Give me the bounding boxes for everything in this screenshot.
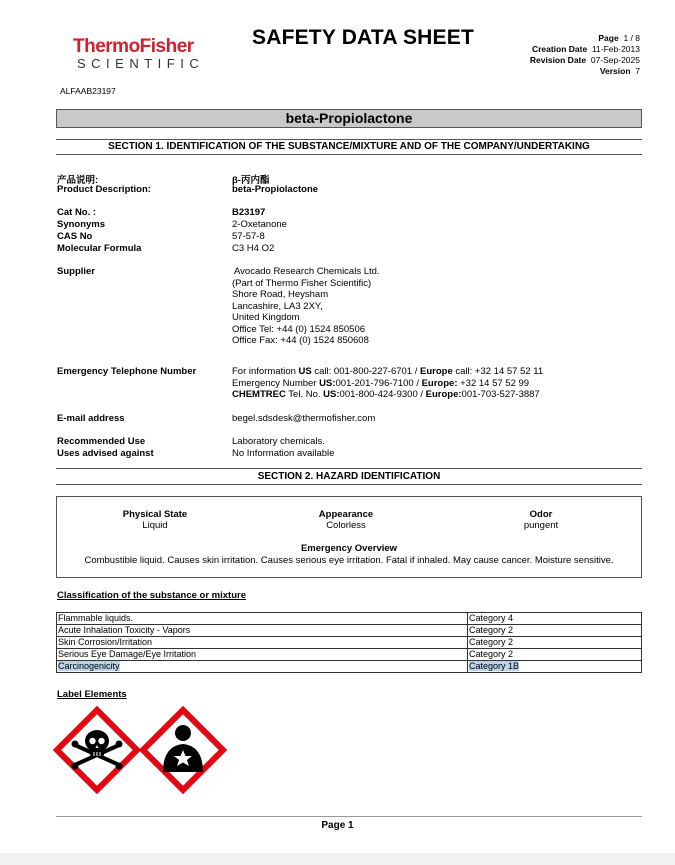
company-logo xyxy=(73,36,204,71)
cas-no-value: 57-57-8 xyxy=(232,231,265,242)
supplier-address xyxy=(232,266,380,347)
product-description-value: beta-Propiolactone xyxy=(232,184,319,195)
cat-no-label: Cat No. : xyxy=(57,207,97,218)
table-row xyxy=(57,649,642,661)
supplier-line: United Kingdom xyxy=(232,312,300,323)
hazard-category: Category 2 xyxy=(469,649,514,659)
supplier-line: Office Tel: +44 (0) 1524 850506 xyxy=(232,323,366,335)
hazard-category-selected[interactable]: Category 1B xyxy=(469,661,520,671)
logo-thermo-text: ThermoFisher xyxy=(73,36,194,57)
cat-no-value: B23197 xyxy=(232,207,266,218)
hazard-class: Acute Inhalation Toxicity - Vapors xyxy=(58,625,191,635)
hazard-category: Category 2 xyxy=(469,625,514,635)
emergency-line-1: For information US call: 001-800-227-6701 / Europe call: +32 14 57 52 11 xyxy=(232,366,544,377)
email-label: E-mail address xyxy=(57,413,125,424)
product-description-label: Product Description: xyxy=(57,184,151,195)
section-2-header: SECTION 2. HAZARD IDENTIFICATION xyxy=(56,468,642,485)
emergency-phone-label: Emergency Telephone Number xyxy=(57,366,197,377)
emergency-line-3: CHEMTREC Tel. No. US:001-800-424-9300 / Europe:001-703-527-3887 xyxy=(232,389,540,400)
cn-product-label: 产品说明: xyxy=(57,175,99,186)
table-row xyxy=(57,637,642,649)
creation-date-value: 11-Feb-2013 xyxy=(591,44,640,54)
hazard-category: Category 4 xyxy=(469,613,514,623)
supplier-line: (Part of Thermo Fisher Scientific) xyxy=(232,277,372,289)
footer-divider xyxy=(56,816,642,818)
hazard-overview-box xyxy=(56,496,642,578)
version-value: 7 xyxy=(635,66,640,76)
hazard-class-selected[interactable]: Carcinogenicity xyxy=(58,661,120,671)
classification-table xyxy=(56,612,642,673)
uses-advised-against-value: No Information available xyxy=(232,448,335,459)
hazard-class: Serious Eye Damage/Eye Irritation xyxy=(58,649,197,659)
appearance-label: Appearance xyxy=(318,509,374,520)
physical-state xyxy=(95,509,215,531)
table-row xyxy=(57,613,642,625)
hazard-class: Flammable liquids. xyxy=(58,613,134,623)
supplier-line: Avocado Research Chemicals Ltd. xyxy=(234,266,380,277)
appearance-value: Colorless xyxy=(326,520,366,531)
physical-state-value: Liquid xyxy=(142,520,168,531)
product-name-bar: beta-Propiolactone xyxy=(56,109,642,128)
document-code: ALFAAB23197 xyxy=(60,86,116,96)
supplier-line: Lancashire, LA3 2XY, xyxy=(232,300,323,312)
creation-date-label: Creation Date xyxy=(531,44,588,54)
uses-advised-against-label: Uses advised against xyxy=(57,448,154,459)
emergency-overview-label: Emergency Overview xyxy=(300,543,398,554)
page-value: 1 / 8 xyxy=(623,33,640,43)
label-elements-title: Label Elements xyxy=(57,689,127,700)
emergency-line-2: Emergency Number US:001-201-796-7100 / Europe: +32 14 57 52 99 xyxy=(232,377,530,389)
cn-product-value: β-丙内酯 xyxy=(232,175,270,186)
hazard-class: Skin Corrosion/Irritation xyxy=(58,637,153,647)
molecular-formula-value: C3 H4 O2 xyxy=(232,243,275,254)
odor xyxy=(481,509,601,531)
revision-date-value: 07-Sep-2025 xyxy=(590,55,640,65)
viewer-bottom-strip xyxy=(0,853,675,865)
table-row xyxy=(57,661,642,673)
odor-label: Odor xyxy=(529,509,553,520)
emergency-phone-block xyxy=(232,366,543,401)
classification-title: Classification of the substance or mixture xyxy=(57,590,246,601)
health-hazard-icon xyxy=(139,706,227,794)
logo-scientific-text: SCIENTIFIC xyxy=(77,56,205,71)
version-label: Version xyxy=(599,66,631,76)
table-row xyxy=(57,625,642,637)
supplier-label: Supplier xyxy=(57,266,96,277)
page-label: Page xyxy=(598,33,619,43)
hazard-category: Category 2 xyxy=(469,637,514,647)
cas-no-label: CAS No xyxy=(57,231,93,242)
section-1-header: SECTION 1. IDENTIFICATION OF THE SUBSTANCE/MIXTURE AND OF THE COMPANY/UNDERTAKING xyxy=(56,139,642,155)
emergency-overview-text: Combustible liquid. Causes skin irritation. Causes serious eye irritation. Fatal if inhaled. May cause cancer. Moisture sensitive. xyxy=(84,555,614,566)
molecular-formula-label: Molecular Formula xyxy=(57,243,142,254)
physical-state-label: Physical State xyxy=(122,509,188,520)
document-title: SAFETY DATA SHEET xyxy=(252,26,474,49)
appearance xyxy=(286,509,406,531)
supplier-line: Shore Road, Heysham xyxy=(232,289,329,300)
email-value[interactable]: begel.sdsdesk@thermofisher.com xyxy=(232,413,376,424)
recommended-use-value: Laboratory chemicals. xyxy=(232,436,325,447)
synonyms-value: 2-Oxetanone xyxy=(232,219,287,230)
odor-value: pungent xyxy=(523,520,559,531)
document-meta xyxy=(530,33,640,77)
recommended-use-label: Recommended Use xyxy=(57,436,146,447)
revision-date-label: Revision Date xyxy=(529,55,587,65)
synonyms-label: Synonyms xyxy=(57,219,106,230)
footer-page-number: Page 1 xyxy=(321,820,354,831)
skull-crossbones-icon xyxy=(53,706,141,794)
supplier-line: Office Fax: +44 (0) 1524 850608 xyxy=(232,335,369,346)
